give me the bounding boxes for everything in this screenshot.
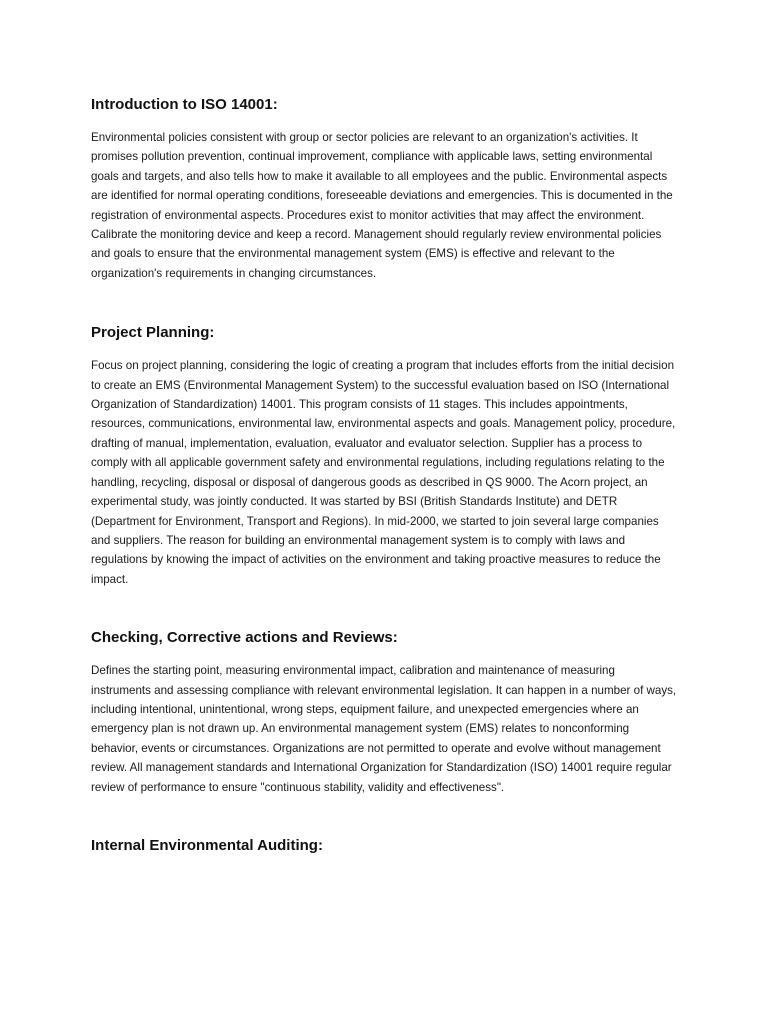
section-internal-auditing [91,835,678,857]
section-paragraph: Defines the starting point, measuring environmental impact, calibration and maintenance of measuring instruments and assessing compliance with relevant environmental legislation. It can happen in a number of ways, including intentional, unintentional, wrong steps, equipment failure, and unexpected emergencies where an emergency plan is not drawn up. An environmental management system (EMS) relates to nonconforming behavior, events or circumstances. Organizations are not permitted to operate and evolve without management review. All management standards and International Organization for Standardization (ISO) 14001 require regular review of performance to ensure "continuous stability, validity and effectiveness". [91,664,677,794]
section-paragraph: Environmental policies consistent with group or sector policies are relevant to an organization's activities. It promises pollution prevention, continual improvement, compliance with applicable laws, setting environmental goals and targets, and also tells how to make it available to all employees and the public. Environmental aspects are identified for normal operating conditions, foreseeable deviations and emergencies. This is documented in the registration of environmental aspects. Procedures exist to monitor activities that may affect the environment. Calibrate the monitoring device and keep a record. Management should regularly review environmental policies and goals to ensure that the environmental management system (EMS) is effective and relevant to the organization's requirements in changing circumstances. [91,131,673,280]
section-heading: Project Planning: [91,324,215,342]
section-project-planning [91,322,678,589]
section-paragraph: Focus on project planning, considering the logic of creating a program that includes efforts from the initial decision to create an EMS (Environmental Management System) to the successful evaluation based on ISO (International Organization of Standardization) 14001. This program consists of 11 stages. This includes appointments, resources, communications, environmental law, environmental aspects and goals. Management policy, procedure, drafting of manual, implementation, evaluation, evaluator and evaluator selection. Supplier has a process to comply with all applicable government safety and environmental regulations, including regulations relating to the handling, recycling, disposal or disposal of dangerous goods as described in QS 9000. The Acorn project, an experimental study, was jointly conducted. It was started by BSI (British Standards Institute) and DETR (Department for Environment, Transport and Regions). In mid-2000, we started to join several large companies and suppliers. The reason for building an environmental management system is to comply with laws and regulations by knowing the impact of activities on the environment and taking proactive measures to reduce the impact. [91,359,676,586]
section-heading: Introduction to ISO 14001: [91,96,278,113]
section-heading: Internal Environmental Auditing: [91,836,323,854]
section-introduction [91,94,678,283]
section-checking-corrective-reviews [91,627,678,797]
section-heading: Checking, Corrective actions and Reviews: [91,629,398,647]
